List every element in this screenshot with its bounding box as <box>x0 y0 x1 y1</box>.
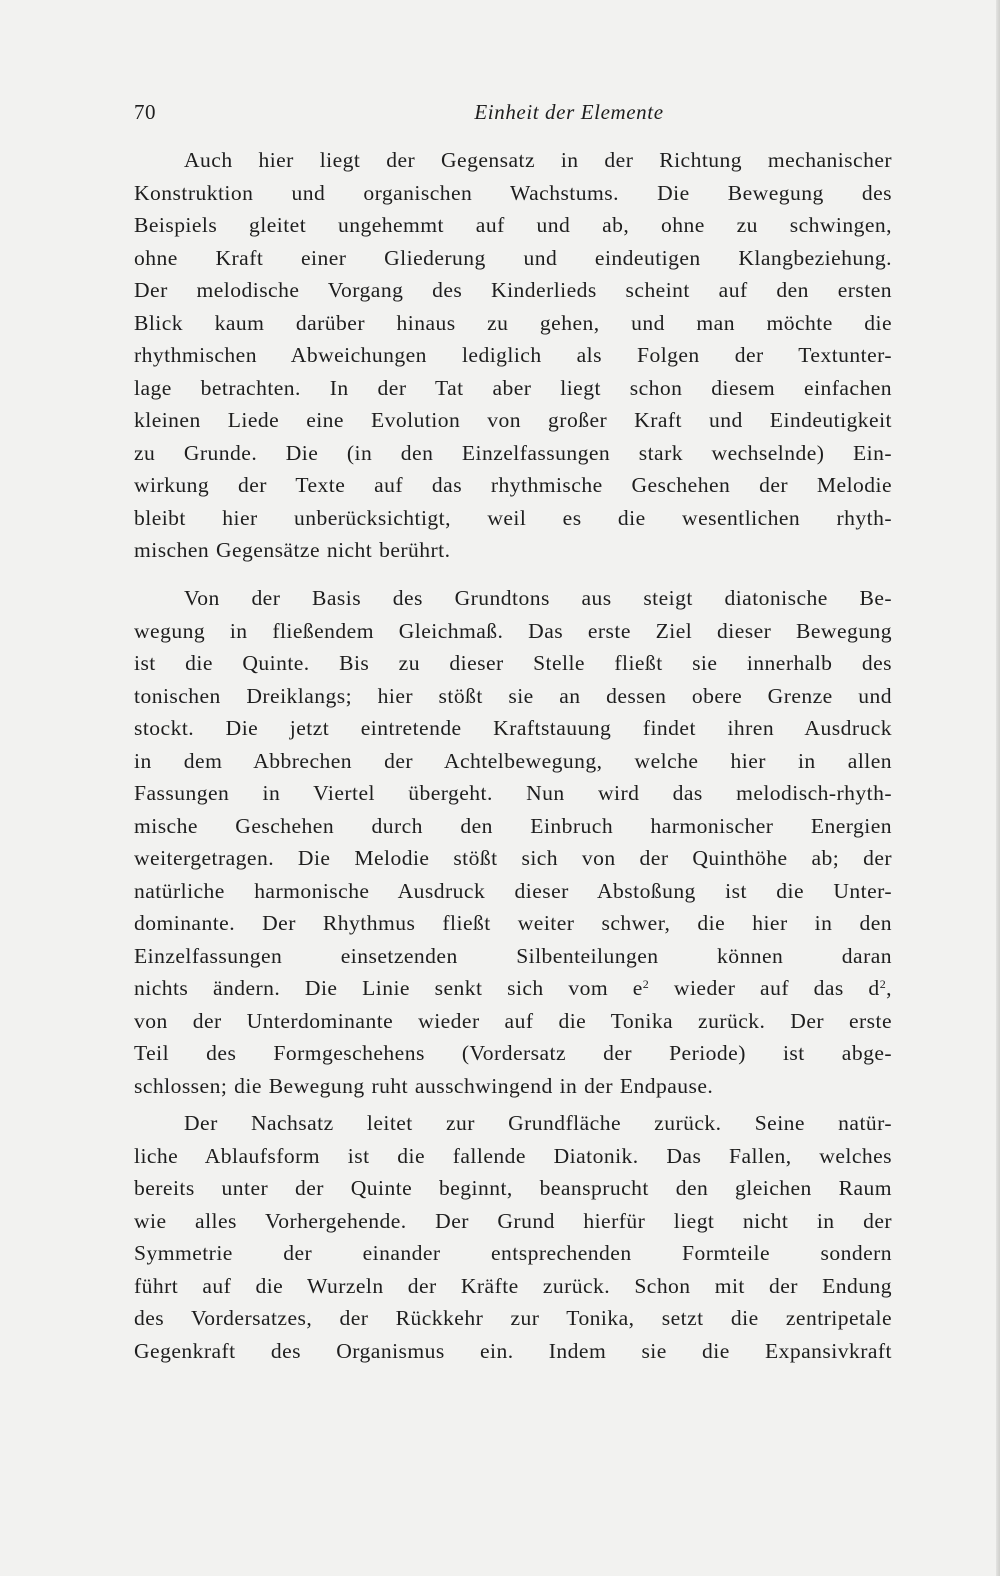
text-line: führt auf die Wurzeln der Kräfte zurück. Schon mit der Endung <box>134 1273 892 1298</box>
superscript: 2 <box>879 976 887 991</box>
text-line: bleibt hier unberücksichtigt, weil es die wesentlichen rhyth- <box>134 505 892 530</box>
text-line: zu Grunde. Die (in den Einzelfassungen stark wechselnde) Ein- <box>134 440 892 465</box>
running-title: Einheit der Elemente <box>474 100 664 124</box>
text-line: Der melodische Vorgang des Kinderlieds scheint auf den ersten <box>134 278 892 302</box>
text-line: Der Nachsatz leitet zur Grundfläche zurück. Seine natür- <box>184 1111 892 1135</box>
superscript: 2 <box>642 976 650 991</box>
text-line: Teil des Formgeschehens (Vordersatz der Periode) ist abge- <box>134 1041 892 1065</box>
running-head <box>134 100 892 130</box>
text-line: mischen Gegensätze nicht berührt. <box>134 538 451 562</box>
text-line: wie alles Vorhergehende. Der Grund hierfür liegt nicht in der <box>134 1208 892 1233</box>
text-line: Konstruktion und organischen Wachstums. Die Bewegung des <box>134 180 892 205</box>
text-line: mische Geschehen durch den Einbruch harmonischer Energien <box>134 813 892 838</box>
text-line: kleinen Liede eine Evolution von großer Kraft und Eindeutigkeit <box>134 408 892 432</box>
text-line: natürliche harmonische Ausdruck dieser Abstoßung ist die Unter- <box>134 878 892 903</box>
text-line: wirkung der Texte auf das rhythmische Geschehen der Melodie <box>134 473 892 497</box>
text-line: Blick kaum darüber hinaus zu gehen, und man möchte die <box>134 310 892 335</box>
paragraph-3 <box>134 1107 892 1367</box>
text-line: rhythmischen Abweichungen lediglich als Folgen der Textunter- <box>134 343 892 367</box>
paragraph-2 <box>134 582 892 1102</box>
text-line: des Vordersatzes, der Rückkehr zur Tonika, setzt die zentripetale <box>134 1306 892 1330</box>
text-line: Einzelfassungen einsetzenden Silbenteilungen können daran <box>134 943 892 968</box>
text-line: bereits unter der Quinte beginnt, beansprucht den gleichen Raum <box>134 1176 892 1200</box>
text-line: Fassungen in Viertel übergeht. Nun wird das melodisch-rhyth- <box>134 781 892 805</box>
text-line: schlossen; die Bewegung ruht ausschwingend in der Endpause. <box>134 1073 714 1098</box>
text-line: in dem Abbrechen der Achtelbewegung, welche hier in allen <box>134 748 892 773</box>
line-segment: nichts ändern. Die Linie senkt sich vom e <box>134 976 643 1000</box>
text-line: von der Unterdominante wieder auf die Tonika zurück. Der erste <box>134 1008 892 1033</box>
text-line: weitergetragen. Die Melodie stößt sich von der Quinthöhe ab; der <box>134 846 892 870</box>
text-line: ist die Quinte. Bis zu dieser Stelle fließt sie innerhalb des <box>134 651 892 675</box>
text-line: dominante. Der Rhythmus fließt weiter schwer, die hier in den <box>134 911 892 935</box>
text-line: ohne Kraft einer Gliederung und eindeutigen Klangbeziehung. <box>134 245 892 270</box>
text-line: tonischen Dreiklangs; hier stößt sie an dessen obere Grenze und <box>134 683 892 708</box>
line-segment: wieder auf das d <box>649 976 880 1000</box>
page-number: 70 <box>134 100 156 124</box>
text-line: wegung in fließendem Gleichmaß. Das erste Ziel dieser Bewegung <box>134 618 892 643</box>
paragraph-1 <box>134 144 892 567</box>
text-line: liche Ablaufsform ist die fallende Diatonik. Das Fallen, welches <box>134 1143 892 1168</box>
text-line: Symmetrie der einander entsprechenden Formteile sondern <box>134 1241 892 1265</box>
line-segment: , <box>886 976 892 1000</box>
text-line: Auch hier liegt der Gegensatz in der Richtung mechanischer <box>184 148 892 172</box>
text-line: Gegenkraft des Organismus ein. Indem sie die Expansivkraft <box>134 1338 892 1363</box>
text-line: Von der Basis des Grundtons aus steigt diatonische Be- <box>184 586 892 610</box>
page-edge <box>996 0 1000 1576</box>
text-line: lage betrachten. In der Tat aber liegt schon diesem einfachen <box>134 375 892 400</box>
text-line-with-superscripts <box>134 972 892 1005</box>
text-line: stockt. Die jetzt eintretende Kraftstauung findet ihren Ausdruck <box>134 716 892 740</box>
text-line: Beispiels gleitet ungehemmt auf und ab, ohne zu schwingen, <box>134 213 892 237</box>
